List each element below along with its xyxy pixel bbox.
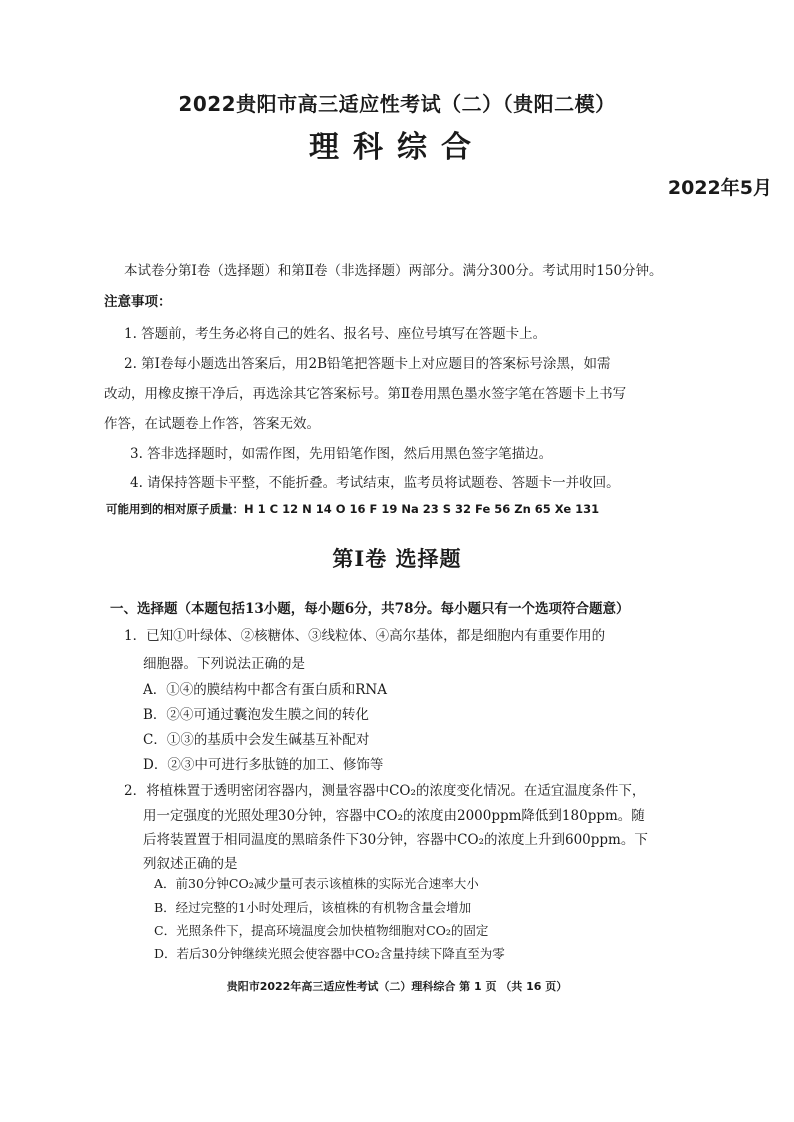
question-1-stem-line-2: 细胞器。下列说法正确的是 [143, 656, 305, 672]
note-2-line-2: 改动，用橡皮擦干净后，再选涂其它答案标号。第Ⅱ卷用黑色墨水签字笔在答题卡上书写 [104, 386, 627, 402]
question-2-stem-line-2: 用一定强度的光照处理30分钟，容器中CO₂的浓度由2000ppm降低到180ppm。随 [143, 808, 645, 824]
question-2-stem-line-3: 后将装置置于相同温度的黑暗条件下30分钟，容器中CO₂的浓度上升到600ppm。下 [143, 832, 648, 848]
page-footer: 贵阳市2022年高三适应性考试（二）理科综合 第 1 页 （共 16 页） [226, 980, 568, 993]
question-1-stem-line-1: 1．已知①叶绿体、②核糖体、③线粒体、④高尔基体，都是细胞内有重要作用的 [124, 628, 606, 644]
question-1-option-d: D．②③中可进行多肽链的加工、修饰等 [143, 757, 384, 773]
exam-date: 2022年5月 [667, 177, 772, 199]
question-2-stem-line-1: 2．将植株置于透明密闭容器内，测量容器中CO₂的浓度变化情况。在适宜温度条件下， [124, 783, 646, 799]
notes-heading: 注意事项： [104, 294, 172, 310]
subject-title: 理科综合 [309, 130, 485, 165]
note-2-line-3: 作答，在试题卷上作答，答案无效。 [104, 416, 320, 432]
section-title: 第Ⅰ卷 选择题 [332, 546, 462, 571]
question-2-stem-line-4: 列叙述正确的是 [143, 856, 238, 872]
question-2-option-c: C．光照条件下，提高环境温度会加快植物细胞对CO₂的固定 [154, 923, 489, 938]
question-2-option-d: D．若后30分钟继续光照会使容器中CO₂含量持续下降直至为零 [154, 946, 505, 961]
part-heading: 一、选择题（本题包括13小题，每小题6分，共78分。每小题只有一个选项符合题意） [110, 601, 630, 617]
note-1: 1. 答题前，考生务必将自己的姓名、报名号、座位号填写在答题卡上。 [124, 326, 547, 342]
question-2-option-a: A．前30分钟CO₂减少量可表示该植株的实际光合速率大小 [154, 876, 479, 891]
exam-statement: 本试卷分第Ⅰ卷（选择题）和第Ⅱ卷（非选择题）两部分。满分300分。考试用时150分钟。 [124, 263, 663, 279]
exam-title: 2022贵阳市高三适应性考试（二）（贵阳二模） [178, 92, 616, 116]
question-1-option-c: C．①③的基质中会发生碱基互补配对 [143, 732, 370, 748]
question-2-option-b: B．经过完整的1小时处理后，该植株的有机物含量会增加 [154, 900, 472, 915]
atomic-masses: 可能用到的相对原子质量：H 1 C 12 N 14 O 16 F 19 Na 23 S 32 Fe 56 Zn 65 Xe 131 [106, 502, 600, 516]
note-2-line-1: 2. 第Ⅰ卷每小题选出答案后，用2B铅笔把答题卡上对应题目的答案标号涂黑，如需 [124, 356, 611, 372]
note-4: 4. 请保持答题卡平整，不能折叠。考试结束，监考员将试题卷、答题卡一并收回。 [130, 475, 620, 491]
question-1-option-a: A．①④的膜结构中都含有蛋白质和RNA [143, 682, 387, 698]
note-3: 3. 答非选择题时，如需作图，先用铅笔作图，然后用黑色签字笔描边。 [130, 446, 553, 462]
question-1-option-b: B．②④可通过囊泡发生膜之间的转化 [143, 707, 369, 723]
